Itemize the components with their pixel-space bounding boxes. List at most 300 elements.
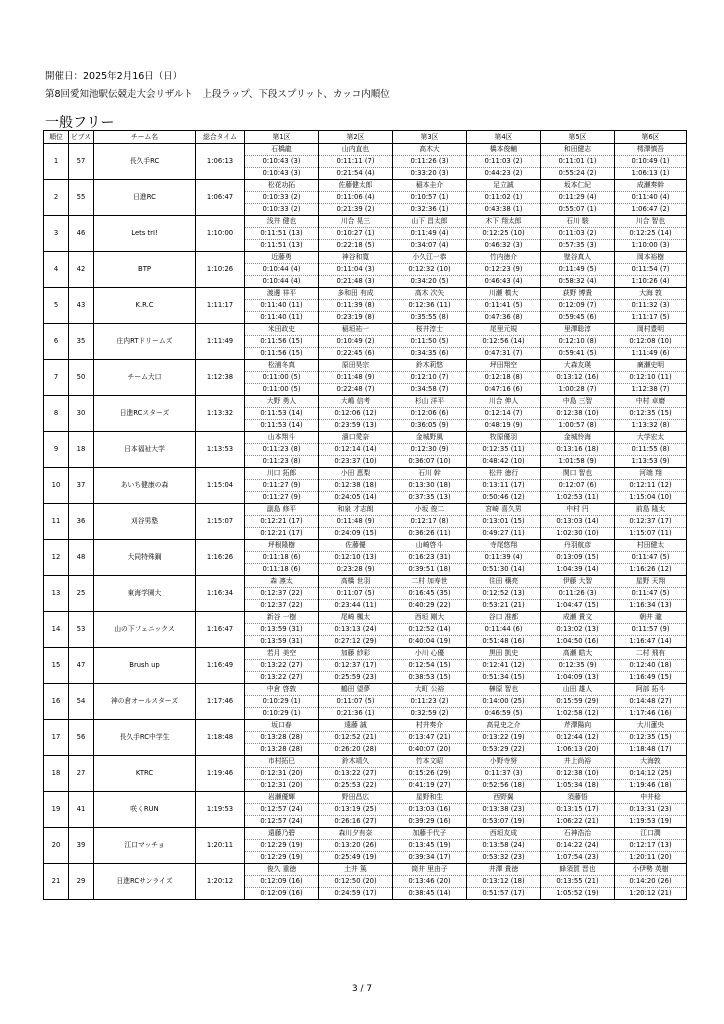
lap-time-cell: 0:10:33 (2) <box>245 192 319 204</box>
runner-name-cell: 濱口愛奈 <box>319 432 393 444</box>
lap-time-cell: 0:12:35 (15) <box>615 408 687 420</box>
total-time-cell: 1:06:47 <box>196 180 245 216</box>
split-time-cell: 0:57:35 (3) <box>541 240 615 252</box>
lap-time-cell: 0:11:40 (4) <box>615 192 687 204</box>
split-time-cell: 0:11:51 (13) <box>245 240 319 252</box>
team-result-runner-line <box>44 324 687 336</box>
lap-time-cell: 0:12:25 (10) <box>467 228 541 240</box>
runner-name-cell: 朝井 瀧 <box>615 612 687 624</box>
rank-cell: 12 <box>44 540 69 576</box>
runner-name-cell: 神谷和寛 <box>319 252 393 264</box>
runner-name-cell: 蜂須賀 晋也 <box>541 864 615 876</box>
runner-name-cell: 廣瀬史明 <box>615 360 687 372</box>
lap-time-cell: 0:12:17 (8) <box>393 516 467 528</box>
lap-time-cell: 0:12:56 (14) <box>467 336 541 348</box>
runner-name-cell: 樗澤慎吾 <box>615 144 687 156</box>
lap-time-cell: 0:13:12 (18) <box>467 876 541 888</box>
total-time-cell: 1:16:26 <box>196 540 245 576</box>
lap-time-cell: 0:12:10 (13) <box>319 552 393 564</box>
split-time-cell: 0:47:16 (6) <box>467 384 541 396</box>
runner-name-cell: 金城怜海 <box>541 432 615 444</box>
split-time-cell: 1:15:04 (10) <box>615 492 687 504</box>
bib-cell: 48 <box>69 540 94 576</box>
split-time-cell: 0:10:29 (1) <box>245 708 319 720</box>
column-header-leg-4: 第4区 <box>467 131 541 144</box>
runner-name-cell: 中村 円 <box>541 504 615 516</box>
split-time-cell: 0:43:38 (1) <box>467 204 541 216</box>
lap-time-cell: 0:12:17 (13) <box>615 840 687 852</box>
lap-time-cell: 0:13:01 (15) <box>467 516 541 528</box>
lap-time-cell: 0:12:11 (12) <box>615 480 687 492</box>
lap-time-cell: 0:10:57 (1) <box>393 192 467 204</box>
runner-name-cell: 野田昌広 <box>319 792 393 804</box>
split-time-cell: 0:49:27 (11) <box>467 528 541 540</box>
split-time-cell: 0:47:31 (7) <box>467 348 541 360</box>
split-time-cell: 0:11:00 (5) <box>245 384 319 396</box>
split-time-cell: 0:39:29 (16) <box>393 816 467 828</box>
lap-time-cell: 0:11:40 (11) <box>245 300 319 312</box>
runner-name-cell: 伊藤 大智 <box>541 576 615 588</box>
team-result-runner-line <box>44 180 687 192</box>
lap-time-cell: 0:12:40 (18) <box>615 660 687 672</box>
runner-name-cell: 須藤悟 <box>541 792 615 804</box>
runner-name-cell: 佐藤健太郎 <box>319 180 393 192</box>
split-time-cell: 0:23:59 (13) <box>319 420 393 432</box>
lap-time-cell: 0:12:36 (11) <box>393 300 467 312</box>
lap-time-cell: 0:12:38 (18) <box>319 480 393 492</box>
bib-cell: 50 <box>69 360 94 396</box>
column-header-leg-3: 第3区 <box>393 131 467 144</box>
runner-name-cell: 大川蓮央 <box>615 720 687 732</box>
total-time-cell: 1:10:26 <box>196 252 245 288</box>
column-header-total: 総合タイム <box>196 131 245 144</box>
lap-time-cell: 0:11:56 (15) <box>245 336 319 348</box>
lap-time-cell: 0:11:18 (6) <box>245 552 319 564</box>
split-time-cell: 1:06:22 (21) <box>541 816 615 828</box>
lap-time-cell: 0:13:31 (23) <box>615 804 687 816</box>
total-time-cell: 1:11:17 <box>196 288 245 324</box>
runner-name-cell: 松浦冬真 <box>245 360 319 372</box>
team-name-cell: Lets trI! <box>94 216 196 252</box>
runner-name-cell: 高橋 世羽 <box>319 576 393 588</box>
total-time-cell: 1:19:46 <box>196 756 245 792</box>
runner-name-cell: 大海 敦 <box>615 288 687 300</box>
lap-time-cell: 0:11:49 (5) <box>541 264 615 276</box>
split-time-cell: 1:11:49 (6) <box>615 348 687 360</box>
split-time-cell: 1:12:38 (7) <box>615 384 687 396</box>
split-time-cell: 1:16:26 (12) <box>615 564 687 576</box>
split-time-cell: 0:39:51 (18) <box>393 564 467 576</box>
lap-time-cell: 0:13:55 (21) <box>541 876 615 888</box>
runner-name-cell: 岩瀬優輝 <box>245 792 319 804</box>
split-time-cell: 0:53:07 (19) <box>467 816 541 828</box>
lap-time-cell: 0:13:16 (18) <box>541 444 615 456</box>
lap-time-cell: 0:12:35 (15) <box>615 732 687 744</box>
runner-name-cell: 荻野 博貴 <box>541 288 615 300</box>
total-time-cell: 1:15:04 <box>196 468 245 504</box>
lap-time-cell: 0:14:12 (25) <box>615 768 687 780</box>
split-time-cell: 1:17:46 (16) <box>615 708 687 720</box>
lap-time-cell: 0:12:32 (10) <box>393 264 467 276</box>
split-time-cell: 0:33:20 (3) <box>393 168 467 180</box>
lap-time-cell: 0:12:31 (20) <box>245 768 319 780</box>
column-header-rank: 順位 <box>44 131 69 144</box>
lap-time-cell: 0:11:44 (6) <box>467 624 541 636</box>
team-result-runner-line <box>44 828 687 840</box>
runner-name-cell: 芹澤陽向 <box>541 720 615 732</box>
split-time-cell: 0:12:09 (16) <box>245 888 319 900</box>
split-time-cell: 0:48:19 (9) <box>467 420 541 432</box>
runner-name-cell: 土井 篤 <box>319 864 393 876</box>
split-time-cell: 0:11:53 (14) <box>245 420 319 432</box>
lap-time-cell: 0:11:23 (2) <box>393 696 467 708</box>
split-time-cell: 1:07:54 (23) <box>541 852 615 864</box>
runner-name-cell: 河端 翔 <box>615 468 687 480</box>
results-table <box>43 130 687 900</box>
runner-name-cell: 若月 美空 <box>245 648 319 660</box>
lap-time-cell: 0:12:37 (17) <box>615 516 687 528</box>
team-result-runner-line <box>44 612 687 624</box>
split-time-cell: 1:11:17 (5) <box>615 312 687 324</box>
runner-name-cell: 牧原優羽 <box>467 432 541 444</box>
lap-time-cell: 0:11:48 (9) <box>319 372 393 384</box>
split-time-cell: 0:37:35 (13) <box>393 492 467 504</box>
runner-name-cell: 大森友瑛 <box>541 360 615 372</box>
split-time-cell: 0:21:48 (3) <box>319 276 393 288</box>
runner-name-cell: 桜井淳士 <box>393 324 467 336</box>
split-time-cell: 0:55:24 (2) <box>541 168 615 180</box>
lap-time-cell: 0:10:27 (1) <box>319 228 393 240</box>
split-time-cell: 0:26:16 (27) <box>319 816 393 828</box>
lap-time-cell: 0:11:48 (9) <box>319 516 393 528</box>
split-time-cell: 0:36:05 (9) <box>393 420 467 432</box>
team-result-runner-line <box>44 756 687 768</box>
total-time-cell: 1:16:34 <box>196 576 245 612</box>
lap-time-cell: 0:11:55 (8) <box>615 444 687 456</box>
split-time-cell: 0:13:59 (31) <box>245 636 319 648</box>
split-time-cell: 0:39:34 (17) <box>393 852 467 864</box>
split-time-cell: 1:18:48 (17) <box>615 744 687 756</box>
split-time-cell: 1:06:13 (20) <box>541 744 615 756</box>
lap-time-cell: 0:14:00 (25) <box>467 696 541 708</box>
bib-cell: 30 <box>69 396 94 432</box>
split-time-cell: 0:40:04 (19) <box>393 636 467 648</box>
lap-time-cell: 0:12:23 (9) <box>467 264 541 276</box>
runner-name-cell: 竹内徳介 <box>467 252 541 264</box>
column-header-team: チーム名 <box>94 131 196 144</box>
total-time-cell: 1:11:49 <box>196 324 245 360</box>
rank-cell: 9 <box>44 432 69 468</box>
split-time-cell: 0:11:18 (6) <box>245 564 319 576</box>
total-time-cell: 1:16:49 <box>196 648 245 684</box>
runner-name-cell: 小伊勢 英樹 <box>615 864 687 876</box>
team-name-cell: BTP <box>94 252 196 288</box>
runner-name-cell: 川合 伸人 <box>467 396 541 408</box>
rank-cell: 7 <box>44 360 69 396</box>
split-time-cell: 0:25:49 (19) <box>319 852 393 864</box>
runner-name-cell: 川合 晃三 <box>319 216 393 228</box>
runner-name-cell: 高見史之介 <box>467 720 541 732</box>
rank-cell: 3 <box>44 216 69 252</box>
runner-name-cell: 副島 修平 <box>245 504 319 516</box>
column-header-leg-1: 第1区 <box>245 131 319 144</box>
bib-cell: 29 <box>69 864 94 900</box>
runner-name-cell: 岡村豊明 <box>615 324 687 336</box>
runner-name-cell: 竹本文昭 <box>393 756 467 768</box>
runner-name-cell: 筒井 里由子 <box>393 864 467 876</box>
lap-time-cell: 0:13:19 (25) <box>319 804 393 816</box>
split-time-cell: 1:19:46 (18) <box>615 780 687 792</box>
split-time-cell: 0:46:32 (3) <box>467 240 541 252</box>
runner-name-cell: 黒田 凱史 <box>467 648 541 660</box>
split-time-cell: 0:52:56 (18) <box>467 780 541 792</box>
runner-name-cell: 丹羽航彦 <box>541 540 615 552</box>
split-time-cell: 0:48:42 (10) <box>467 456 541 468</box>
runner-name-cell: 里澤聡淳 <box>541 324 615 336</box>
runner-name-cell: 星野 天翔 <box>615 576 687 588</box>
runner-name-cell: 二村 飛有 <box>615 648 687 660</box>
runner-name-cell: 川瀬 槙大 <box>467 288 541 300</box>
lap-time-cell: 0:13:22 (27) <box>245 660 319 672</box>
runner-name-cell: 榊原 智也 <box>467 684 541 696</box>
total-time-cell: 1:13:32 <box>196 396 245 432</box>
lap-time-cell: 0:12:37 (22) <box>245 588 319 600</box>
lap-time-cell: 0:12:30 (9) <box>393 444 467 456</box>
total-time-cell: 1:13:53 <box>196 432 245 468</box>
split-time-cell: 1:06:13 (1) <box>615 168 687 180</box>
split-time-cell: 0:34:35 (6) <box>393 348 467 360</box>
lap-time-cell: 0:11:26 (3) <box>393 156 467 168</box>
rank-cell: 10 <box>44 468 69 504</box>
runner-name-cell: 橋本俊輔 <box>467 144 541 156</box>
team-name-cell: KTRC <box>94 756 196 792</box>
lap-time-cell: 0:13:38 (23) <box>467 804 541 816</box>
rank-cell: 13 <box>44 576 69 612</box>
split-time-cell: 0:38:53 (15) <box>393 672 467 684</box>
split-time-cell: 1:06:47 (2) <box>615 204 687 216</box>
lap-time-cell: 0:14:48 (27) <box>615 696 687 708</box>
event-date: 開催日：2025年2月16日（日） <box>45 71 183 82</box>
runner-name-cell: 阿部 拓斗 <box>615 684 687 696</box>
lap-time-cell: 0:14:20 (26) <box>615 876 687 888</box>
lap-time-cell: 0:13:45 (19) <box>393 840 467 852</box>
runner-name-cell: 高木大 <box>393 144 467 156</box>
runner-name-cell: 石神浩治 <box>541 828 615 840</box>
lap-time-cell: 0:11:51 (13) <box>245 228 319 240</box>
runner-name-cell: 大町 公裕 <box>393 684 467 696</box>
bib-cell: 56 <box>69 720 94 756</box>
runner-name-cell: 遠藤乃碧 <box>245 828 319 840</box>
bib-cell: 57 <box>69 144 94 180</box>
lap-time-cell: 0:13:20 (26) <box>319 840 393 852</box>
split-time-cell: 1:01:58 (9) <box>541 456 615 468</box>
lap-time-cell: 0:11:23 (8) <box>245 444 319 456</box>
lap-time-cell: 0:12:21 (17) <box>245 516 319 528</box>
runner-name-cell: 中井稔 <box>615 792 687 804</box>
lap-time-cell: 0:13:59 (31) <box>245 624 319 636</box>
team-result-runner-line <box>44 396 687 408</box>
runner-name-cell: 小野寺努 <box>467 756 541 768</box>
section-title: 一般フリー <box>45 115 115 131</box>
lap-time-cell: 0:11:37 (3) <box>467 768 541 780</box>
team-result-runner-line <box>44 144 687 156</box>
rank-cell: 4 <box>44 252 69 288</box>
runner-name-cell: 山下 昌太郎 <box>393 216 467 228</box>
lap-time-cell: 0:13:11 (17) <box>467 480 541 492</box>
runner-name-cell: 成瀬奏幹 <box>615 180 687 192</box>
runner-name-cell: 浅井 健也 <box>245 216 319 228</box>
split-time-cell: 0:51:57 (17) <box>467 888 541 900</box>
lap-time-cell: 0:11:26 (3) <box>541 588 615 600</box>
runner-name-cell: 足立誠 <box>467 180 541 192</box>
bib-cell: 35 <box>69 324 94 360</box>
team-result-runner-line <box>44 504 687 516</box>
lap-time-cell: 0:12:37 (17) <box>319 660 393 672</box>
team-result-runner-line <box>44 720 687 732</box>
runner-name-cell: 渡邊 祥平 <box>245 288 319 300</box>
runner-name-cell: 小久江一恭 <box>393 252 467 264</box>
split-time-cell: 1:15:07 (11) <box>615 528 687 540</box>
team-name-cell: 日進RC <box>94 180 196 216</box>
runner-name-cell: 金城野風 <box>393 432 467 444</box>
runner-name-cell: 坪田翔空 <box>467 360 541 372</box>
runner-name-cell: 尾里元規 <box>467 324 541 336</box>
runner-name-cell: 小川 心優 <box>393 648 467 660</box>
split-time-cell: 0:34:20 (5) <box>393 276 467 288</box>
lap-time-cell: 0:11:03 (2) <box>541 228 615 240</box>
runner-name-cell: 星野和生 <box>393 792 467 804</box>
team-name-cell: 刈谷男塾 <box>94 504 196 540</box>
team-name-cell: 日進RCスターズ <box>94 396 196 432</box>
split-time-cell: 0:53:21 (21) <box>467 600 541 612</box>
split-time-cell: 0:24:05 (14) <box>319 492 393 504</box>
split-time-cell: 1:20:12 (21) <box>615 888 687 900</box>
lap-time-cell: 0:15:26 (29) <box>393 768 467 780</box>
runner-name-cell: 山内直也 <box>319 144 393 156</box>
runner-name-cell: 近藤勇 <box>245 252 319 264</box>
lap-time-cell: 0:11:53 (14) <box>245 408 319 420</box>
split-time-cell: 0:55:07 (1) <box>541 204 615 216</box>
split-time-cell: 0:25:53 (22) <box>319 780 393 792</box>
lap-time-cell: 0:11:02 (1) <box>467 192 541 204</box>
split-time-cell: 1:00:57 (8) <box>541 420 615 432</box>
runner-name-cell: 住田 穣亮 <box>467 576 541 588</box>
runner-name-cell: 加藤千代子 <box>393 828 467 840</box>
bib-cell: 27 <box>69 756 94 792</box>
lap-time-cell: 0:10:49 (1) <box>615 156 687 168</box>
team-result-runner-line <box>44 864 687 876</box>
split-time-cell: 0:50:46 (12) <box>467 492 541 504</box>
runner-name-cell: 高木 次矢 <box>393 288 467 300</box>
split-time-cell: 1:19:53 (19) <box>615 816 687 828</box>
split-time-cell: 0:59:45 (6) <box>541 312 615 324</box>
lap-time-cell: 0:12:09 (16) <box>245 876 319 888</box>
lap-time-cell: 0:11:11 (7) <box>319 156 393 168</box>
runner-name-cell: 村田健太 <box>615 540 687 552</box>
split-time-cell: 0:40:29 (22) <box>393 600 467 612</box>
total-time-cell: 1:10:00 <box>196 216 245 252</box>
runner-name-cell: 鶴田 望夢 <box>319 684 393 696</box>
runner-name-cell: 岡本裕樹 <box>615 252 687 264</box>
lap-time-cell: 0:12:35 (9) <box>541 660 615 672</box>
split-time-cell: 0:46:59 (5) <box>467 708 541 720</box>
column-header-leg-6: 第6区 <box>615 131 687 144</box>
split-time-cell: 1:04:47 (15) <box>541 600 615 612</box>
split-time-cell: 1:10:26 (4) <box>615 276 687 288</box>
runner-name-cell: 尾崎 楓太 <box>319 612 393 624</box>
team-name-cell: 日進RCサンライズ <box>94 864 196 900</box>
runner-name-cell: 坂本仁紀 <box>541 180 615 192</box>
split-time-cell: 0:13:22 (27) <box>245 672 319 684</box>
split-time-cell: 1:16:34 (13) <box>615 600 687 612</box>
split-time-cell: 0:53:32 (23) <box>467 852 541 864</box>
runner-name-cell: 加藤 紗彩 <box>319 648 393 660</box>
lap-time-cell: 0:12:07 (6) <box>541 480 615 492</box>
team-name-cell: 江口マッチョ <box>94 828 196 864</box>
split-time-cell: 0:11:40 (11) <box>245 312 319 324</box>
bib-cell: 42 <box>69 252 94 288</box>
bib-cell: 39 <box>69 828 94 864</box>
split-time-cell: 1:16:47 (14) <box>615 636 687 648</box>
lap-time-cell: 0:11:07 (5) <box>319 588 393 600</box>
lap-time-cell: 0:12:25 (14) <box>615 228 687 240</box>
runner-name-cell: 西垣友成 <box>467 828 541 840</box>
split-time-cell: 1:00:28 (7) <box>541 384 615 396</box>
lap-time-cell: 0:10:44 (4) <box>245 264 319 276</box>
runner-name-cell: 川口 拓郎 <box>245 468 319 480</box>
lap-time-cell: 0:12:52 (21) <box>319 732 393 744</box>
lap-time-cell: 0:12:29 (19) <box>245 840 319 852</box>
rank-cell: 18 <box>44 756 69 792</box>
split-time-cell: 0:23:19 (8) <box>319 312 393 324</box>
runner-name-cell: 寺尾悠翔 <box>467 540 541 552</box>
total-time-cell: 1:06:13 <box>196 144 245 180</box>
split-time-cell: 0:11:23 (8) <box>245 456 319 468</box>
team-result-runner-line <box>44 360 687 372</box>
bib-cell: 41 <box>69 792 94 828</box>
lap-time-cell: 0:12:10 (8) <box>541 336 615 348</box>
split-time-cell: 0:46:43 (4) <box>467 276 541 288</box>
bib-cell: 37 <box>69 468 94 504</box>
split-time-cell: 0:34:58 (7) <box>393 384 467 396</box>
runner-name-cell: 石川 幹 <box>393 468 467 480</box>
lap-time-cell: 0:16:23 (31) <box>393 552 467 564</box>
split-time-cell: 0:24:59 (17) <box>319 888 393 900</box>
split-time-cell: 1:04:09 (13) <box>541 672 615 684</box>
runner-name-cell: 鈴木靖久 <box>319 756 393 768</box>
split-time-cell: 0:58:32 (4) <box>541 276 615 288</box>
lap-time-cell: 0:11:49 (4) <box>393 228 467 240</box>
lap-time-cell: 0:12:41 (12) <box>467 660 541 672</box>
rank-cell: 6 <box>44 324 69 360</box>
bib-cell: 43 <box>69 288 94 324</box>
runner-name-cell: 小田 恵梨 <box>319 468 393 480</box>
bib-cell: 18 <box>69 432 94 468</box>
runner-name-cell: 大野 勇人 <box>245 396 319 408</box>
team-result-runner-line <box>44 792 687 804</box>
lap-time-cell: 0:12:06 (12) <box>319 408 393 420</box>
lap-time-cell: 0:11:41 (5) <box>467 300 541 312</box>
runner-name-cell: 山本翔斗 <box>245 432 319 444</box>
total-time-cell: 1:20:12 <box>196 864 245 900</box>
team-result-runner-line <box>44 684 687 696</box>
runner-name-cell: 山崎啓斗 <box>393 540 467 552</box>
column-header-leg-5: 第5区 <box>541 131 615 144</box>
total-time-cell: 1:12:38 <box>196 360 245 396</box>
team-name-cell: チーム大口 <box>94 360 196 396</box>
lap-time-cell: 0:13:22 (27) <box>319 768 393 780</box>
split-time-cell: 0:22:48 (7) <box>319 384 393 396</box>
